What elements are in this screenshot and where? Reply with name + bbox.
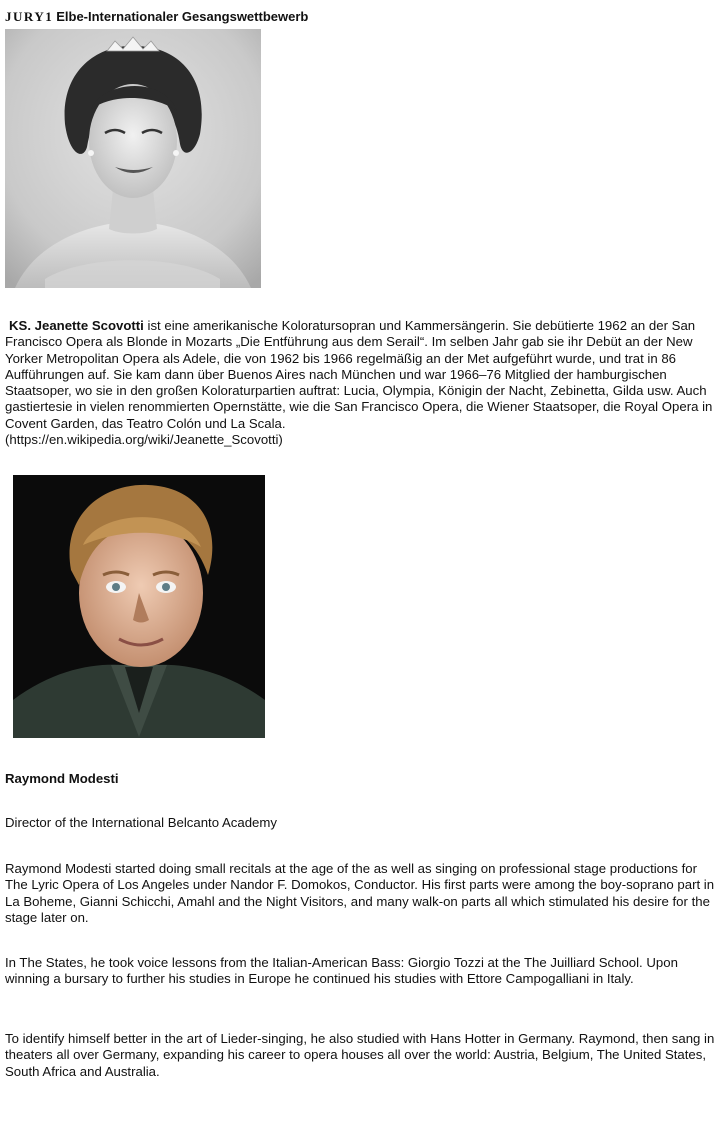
modesti-paragraph-3: To identify himself better in the art of Lieder-singing, he also studied with Hans Hotter in Germany. Raymond, then sang in theaters all over Germany, expanding his career to opera houses all over the world: Austria, Belgium, The United States, South Africa and Australia.: [5, 1031, 715, 1079]
modesti-name: Raymond Modesti: [5, 771, 119, 786]
scovotti-name: KS. Jeanette Scovotti: [9, 318, 144, 333]
modesti-paragraph-2: In The States, he took voice lessons from the Italian-American Bass: Giorgio Tozzi at the The Juilliard School. Upon winning a bursary to further his studies in Europe he continued his studies with Ettore Campogalliani in Italy.: [5, 955, 678, 987]
portrait-photo-scovotti: [5, 29, 261, 288]
page-title: [5, 9, 308, 25]
portrait-photo-modesti: [13, 475, 265, 738]
scovotti-biography: [5, 318, 717, 448]
competition-title: Elbe-Internationaler Gesangswettbewerb: [56, 9, 309, 24]
modesti-paragraph-1: Raymond Modesti started doing small recitals at the age of the as well as singing on professional stage productions for The Lyric Opera of Los Angeles under Nandor F. Domokos, Conductor. His first parts were among the boy-soprano part in La Boheme, Gianni Schicchi, Amahl and the Night Visitors, and many walk-on parts all which stimulated his desire for the stage later on.: [5, 861, 715, 925]
modesti-role: Director of the International Belcanto Academy: [5, 815, 277, 830]
jury-label: JURY1: [5, 9, 54, 24]
scovotti-bio-text: ist eine amerikanische Koloratursopran und Kammersängerin. Sie debütierte 1962 an der San Francisco Opera als Blonde in Mozarts „Die Entführung aus dem Serail“. Im selben Jahr gab sie ihr Debüt an der New Yorker Metropolitan Opera als Adele, die von 1962 bis 1966 regelmäßig an der Met aufgeführt wurde, und trat in 86 Aufführungen auf. Sie kam dann über Buenos Aires nach München und war 1966–76 Mitglied der hamburgischen Staatsoper, wo sie in den großen Koloraturpartien auftrat: Lucia, Olympia, Königin der Nacht, Zebinetta, Gilda usw. Auch gastiertesie in vielen renommierten Opernstätte, wie die San Francisco Opera, die Wiener Staatsoper, die Royal Opera in Covent Garden, das Teatro Colón und La Scala.: [5, 318, 713, 431]
scovotti-source-link[interactable]: (https://en.wikipedia.org/wiki/Jeanette_Scovotti): [5, 432, 283, 448]
